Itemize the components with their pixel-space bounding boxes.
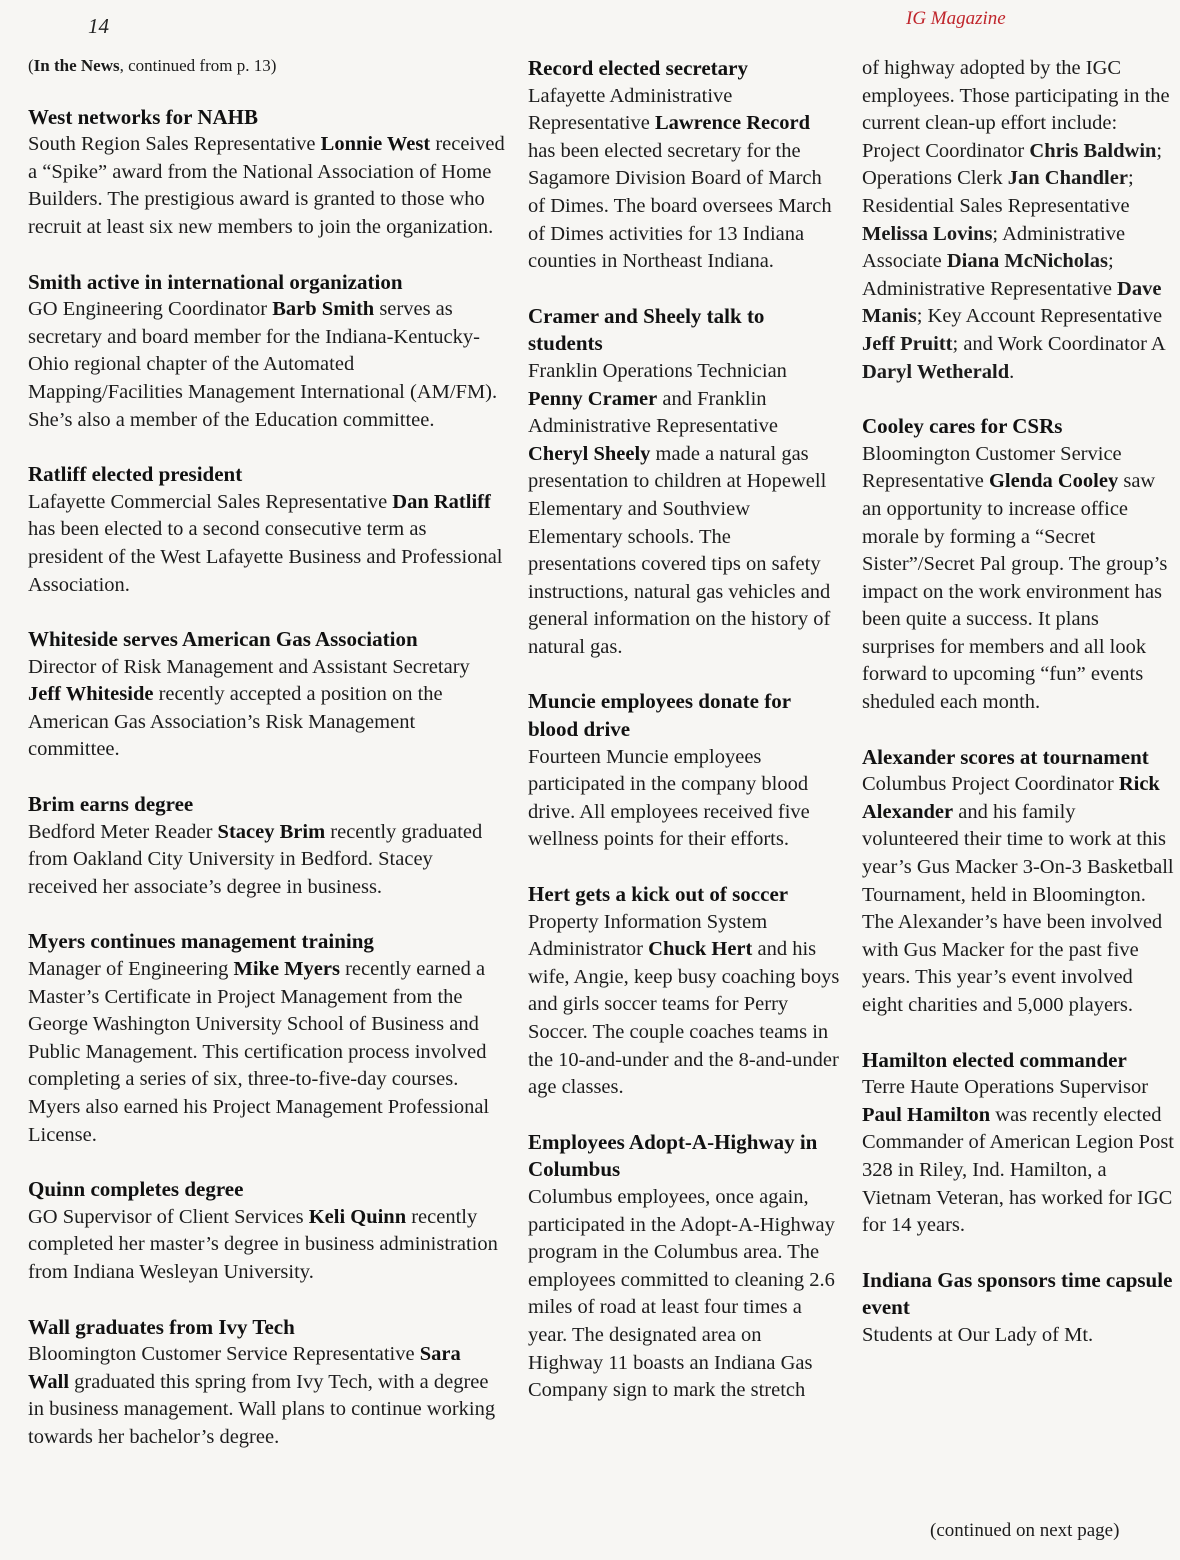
person-name: Sara Wall [28,1343,461,1393]
person-name: Lawrence Record [654,112,810,135]
news-body [862,1074,1174,1240]
body-text: South Region Sales Representative [28,133,321,156]
body-text: and his family volunteered their time to work at this year’s Gus Macker 3-On-3 Basketball Tournament, held in Bloomington. The Alexander’s have been involved with Gus Macker for the past five years. This year’s event involved eight charities and 5,000 players. [862,800,1174,1016]
news-body [862,771,1174,1019]
story-list [528,55,840,1405]
news-item [862,413,1174,717]
continued-on-next-page: (continued on next page) [930,1520,1120,1541]
column-1 [28,52,506,1479]
body-text: Students at Our Lady of Mt. [862,1323,1094,1346]
body-text: recently completed her master’s degree in business administration from Indiana Wesleyan University. [28,1205,498,1283]
body-text: GO Supervisor of Client Services [28,1205,309,1228]
news-headline: Record elected secretary [528,56,748,80]
news-headline: Whiteside serves American Gas Association [28,627,418,652]
body-text: has been elected secretary for the Sagamore Division Board of March of Dimes. The board oversees March of Dimes activities for 13 Indiana counties in Northeast Indiana. [528,139,832,273]
person-name: Lonnie West [320,133,431,156]
body-text: Director of Risk Management and Assistant Secretary [28,655,470,678]
person-name: Dave Manis [862,277,1162,328]
body-text: of highway adopted by the IGC employees. Those participating in the current clean-up effort include: Project Coordinator [862,57,1170,162]
body-text: recently earned a Master’s Certificate in Project Management from the George Washington University School of Business and Public Management. This certification process involved completing a series of six, three-to-five-day courses. Myers also earned his Project Management Professional License. [28,958,490,1146]
news-body [862,441,1174,717]
body-text: Bloomington Customer Service Representative [862,442,1122,493]
body-text: saw an opportunity to increase office morale by forming a “Secret Sister”/Secret Pal group. The group’s impact on the work environment has been quite a success. It plans surprises for members and all look forward to upcoming “fun” events sheduled each month. [862,470,1168,714]
body-text: graduated this spring from Ivy Tech, with a degree in business management. Wall plans to continue working towards her bachelor’s degree. [28,1370,496,1448]
story-list [862,413,1174,1349]
person-name: Jan Chandler [1007,167,1128,190]
person-name: Melissa Lovins [862,222,993,245]
news-body [28,1341,506,1451]
person-name: Stacey Brim [217,820,326,843]
person-name: Glenda Cooley [988,470,1119,493]
body-text: ; Administrative Representative [862,250,1118,300]
person-name: Keli Quinn [308,1205,407,1228]
body-text: Columbus employees, once again, participated in the Adopt-A-Highway program in the Columbus area. The employees committed to cleaning 2.6 miles of road at least four times a year. The designated area on Highway 11 boasts an Indiana Gas Company sign to mark the stretch [528,1185,835,1402]
news-item [28,269,506,435]
news-item [528,881,840,1102]
body-text: has been elected to a second consecutive term as president of the West Lafayette Business and Professional Association. [28,518,503,596]
body-text: Bloomington Customer Service Representative [28,1343,420,1366]
person-name: Barb Smith [272,298,375,321]
body-text: Property Information System Administrator [528,910,768,961]
body-text: made a natural gas presentation to children at Hopewell Elementary and Southview Elementary schools. The presentations covered tips on safety instructions, natural gas vehicles and general information on the history of natural gas. [528,442,831,658]
column-3 [862,55,1174,1377]
body-text: Terre Haute Operations Supervisor [862,1076,1149,1099]
body-text: ; Residential Sales Representative [862,167,1134,217]
news-item [528,303,840,662]
news-body [528,744,840,854]
person-name: Dan Ratliff [392,490,491,513]
news-item [528,688,840,854]
continued-from-text: , continued from p. 13) [119,56,277,75]
news-item [862,744,1174,1020]
body-text: Lafayette Commercial Sales Representative [28,490,393,513]
news-body [28,1204,506,1287]
news-item [28,928,506,1149]
body-text: serves as secretary and board member for the Indiana-Kentucky-Ohio regional chapter of the Automated Mapping/Facilities Management International (AM/FM). She’s also a member of the Education committee. [28,298,498,431]
news-headline: Ratliff elected president [28,462,243,487]
news-body [28,654,506,764]
news-headline: Wall graduates from Ivy Tech [28,1314,295,1339]
news-item [28,626,506,764]
news-headline: Indiana Gas sponsors time capsule event [862,1267,1173,1320]
continued-from-note: (In the News, continued from p. 13) [28,56,277,75]
news-body [28,819,506,902]
person-name: Chris Baldwin [1029,139,1157,162]
news-body [528,83,840,276]
body-text: recently accepted a position on the American Gas Association’s Risk Management committee. [28,683,443,761]
news-item [528,55,840,276]
body-text: ; Key Account Representative [916,305,1163,328]
person-name: Daryl Wetherald [862,360,1010,383]
body-text: ; and Work Coordinator A [952,332,1165,355]
news-headline: Smith active in international organization [28,269,403,294]
person-name: Rick Alexander [862,773,1160,823]
page-number: 14 [88,14,109,38]
body-text: Columbus Project Coordinator [862,773,1119,796]
news-headline: Alexander scores at tournament [862,744,1149,769]
news-item [862,1267,1174,1350]
person-name: Diana McNicholas [946,250,1108,273]
body-text: was recently elected Commander of American Legion Post 328 in Riley, Ind. Hamilton, a Vietnam Veteran, has worked for IGC for 14 years. [862,1103,1174,1237]
news-body [28,296,506,434]
body-text: and Franklin Administrative Representative [528,387,778,438]
story-list [28,104,506,1452]
column-2 [528,55,840,1432]
news-headline: Brim earns degree [28,792,194,817]
section-name: In the News [33,56,120,75]
body-text: ; Operations Clerk [862,139,1163,190]
news-item [528,1129,840,1405]
body-text: received a “Spike” award from the National Association of Home Builders. The prestigious award is granted to those who recruit at least six new members to join the organization. [28,133,505,238]
body-text: recently graduated from Oakland City University in Bedford. Stacey received her associate’s degree in business. [28,820,483,898]
news-headline: Employees Adopt-A-Highway in Columbus [528,1129,818,1182]
continued-story-text [862,55,1174,386]
news-body [28,131,506,241]
person-name: Jeff Whiteside [28,683,154,706]
news-item [862,1047,1174,1240]
body-text: ; Administrative Associate [862,222,1126,273]
news-body [528,1184,840,1405]
person-name: Chuck Hert [648,938,753,961]
news-item [28,1176,506,1286]
news-headline: Myers continues management training [28,929,374,954]
news-body [28,956,506,1149]
person-name: Mike Myers [233,958,340,981]
news-headline: Quinn completes degree [28,1177,244,1202]
person-name: Cheryl Sheely [528,442,651,465]
news-body [528,358,840,662]
body-text: GO Engineering Coordinator [28,298,273,321]
body-text: Lafayette Administrative Representative [528,84,733,135]
news-item [28,791,506,901]
news-headline: Muncie employees donate for blood drive [528,689,791,742]
news-item [28,1314,506,1452]
news-item [28,461,506,599]
news-headline: Hamilton elected commander [862,1047,1127,1072]
news-body [28,489,506,599]
news-headline: West networks for NAHB [28,104,259,129]
news-headline: Hert gets a kick out of soccer [528,882,789,907]
body-text: Manager of Engineering [28,958,234,981]
news-body [862,1322,1174,1350]
person-name: Paul Hamilton [862,1103,991,1126]
body-text: and his wife, Angie, keep busy coaching boys and girls soccer teams for Perry Soccer. The couple coaches teams in the 10-and-under and the 8-and-under age classes. [528,938,840,1099]
magazine-name: IG Magazine [906,8,1006,29]
body-text: . [1009,360,1015,383]
person-name: Jeff Pruitt [862,332,953,355]
body-text: Franklin Operations Technician [528,359,787,382]
person-name: Penny Cramer [528,387,658,410]
news-body [528,909,840,1102]
news-item [28,104,506,242]
body-text: Fourteen Muncie employees participated in the company blood drive. All employees received five wellness points for their efforts. [528,745,810,851]
body-text: Bedford Meter Reader [28,820,218,843]
news-headline: Cooley cares for CSRs [862,414,1063,439]
news-headline: Cramer and Sheely talk to students [528,303,765,356]
